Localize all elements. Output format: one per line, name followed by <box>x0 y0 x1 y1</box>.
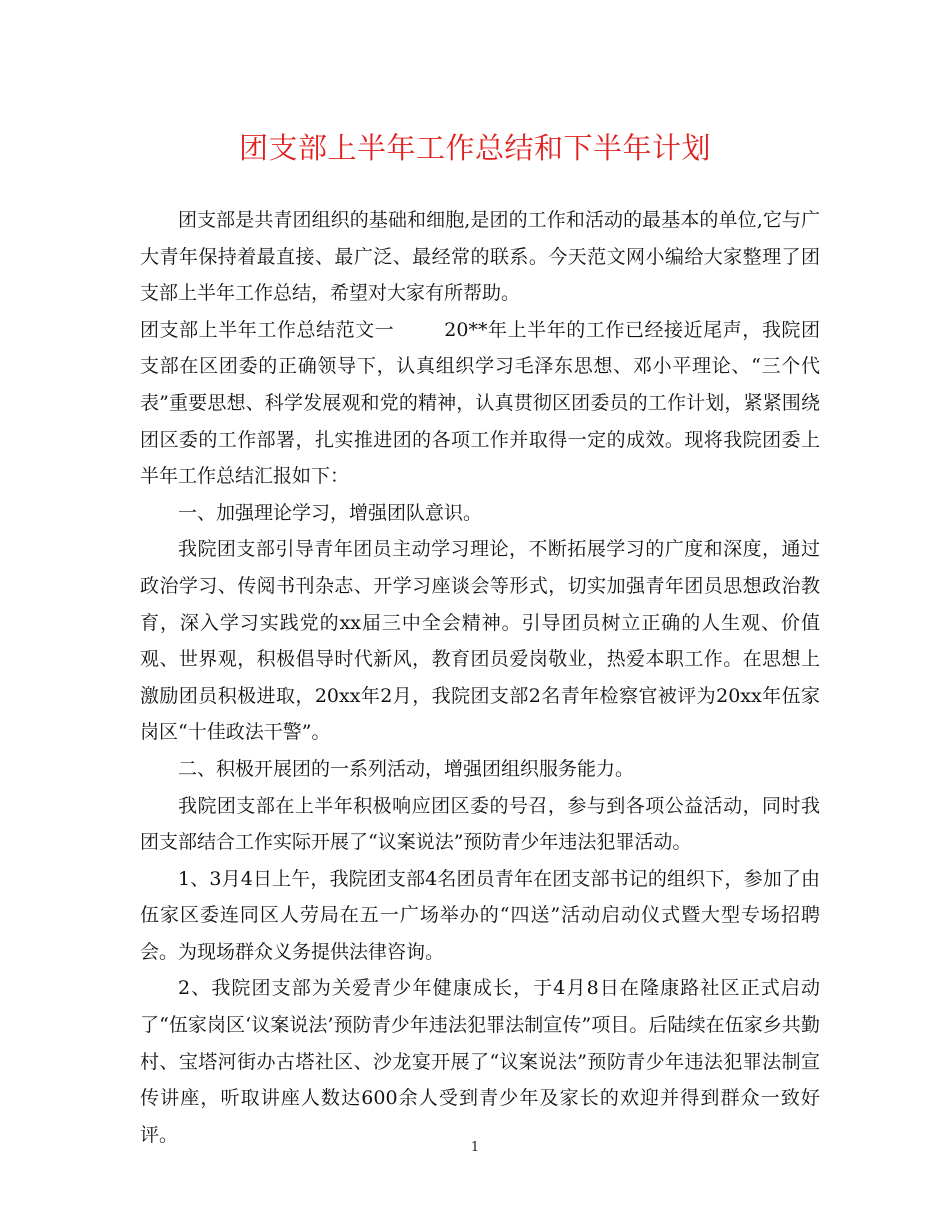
document-title: 团支部上半年工作总结和下半年计划 <box>238 131 711 165</box>
page-number: 1 <box>470 1140 480 1155</box>
heading-two: 二、积极开展团的一系列活动，增强团组织服务能力。 <box>178 757 635 780</box>
heading-one: 一、加强理论学习，增强团队意识。 <box>178 501 483 524</box>
paragraph-two: 我院团支部在上半年积极响应团区委的号召，参与到各项公益活动，同时我团支部结合工作实际开展了“议案说法”预防青少年违法犯罪活动。 <box>140 794 820 854</box>
list-item-two: 2、我院团支部为关爱青少年健康成长，于4月8日在隆康路社区正式启动了“伍家岗区‘议案说法’预防青少年违法犯罪法制宣传”项目。后陆续在伍家乡共勤村、宝塔河街办古塔社区、沙龙宴开展了“议案说法”预防青少年违法犯罪法制宣传讲座，听取讲座人数达600余人受到青少年及家长的欢迎并得到群众一致好评。 <box>140 977 820 1146</box>
section-opening-text: 20**年上半年的工作已经接近尾声，我院团支部在区团委的正确领导下，认真组织学习毛泽东思想、邓小平理论、“三个代表”重要思想、科学发展观和党的精神，认真贯彻区团委员的工作计划，紧紧围绕团区委的工作部署，扎实推进团的各项工作并取得一定的成效。现将我院团委上半年工作总结汇报如下： <box>140 318 820 488</box>
section-label: 团支部上半年工作总结范文一 <box>140 318 395 341</box>
document-body <box>140 202 820 1153</box>
intro-paragraph: 团支部是共青团组织的基础和细胞,是团的工作和活动的最基本的单位,它与广大青年保持着最直接、最广泛、最经常的联系。今天范文网小编给大家整理了团支部上半年工作总结，希望对大家有所帮助。 <box>140 209 820 305</box>
paragraph-one: 我院团支部引导青年团员主动学习理论，不断拓展学习的广度和深度，通过政治学习、传阅书刊杂志、开学习座谈会等形式，切实加强青年团员思想政治教育，深入学习实践党的xx届三中全会精神。引导团员树立正确的人生观、价值观、世界观，积极倡导时代新风，教育团员爱岗敬业，热爱本职工作。在思想上激励团员积极进取，20xx年2月，我院团支部2名青年检察官被评为20xx年伍家岗区“十佳政法干警”。 <box>140 538 820 744</box>
list-item-one: 1、3月4日上午，我院团支部4名团员青年在团支部书记的组织下，参加了由伍家区委连同区人劳局在五一广场举办的“四送”活动启动仪式暨大型专场招聘会。为现场群众义务提供法律咨询。 <box>140 867 820 963</box>
section-opening-paragraph <box>140 312 820 495</box>
